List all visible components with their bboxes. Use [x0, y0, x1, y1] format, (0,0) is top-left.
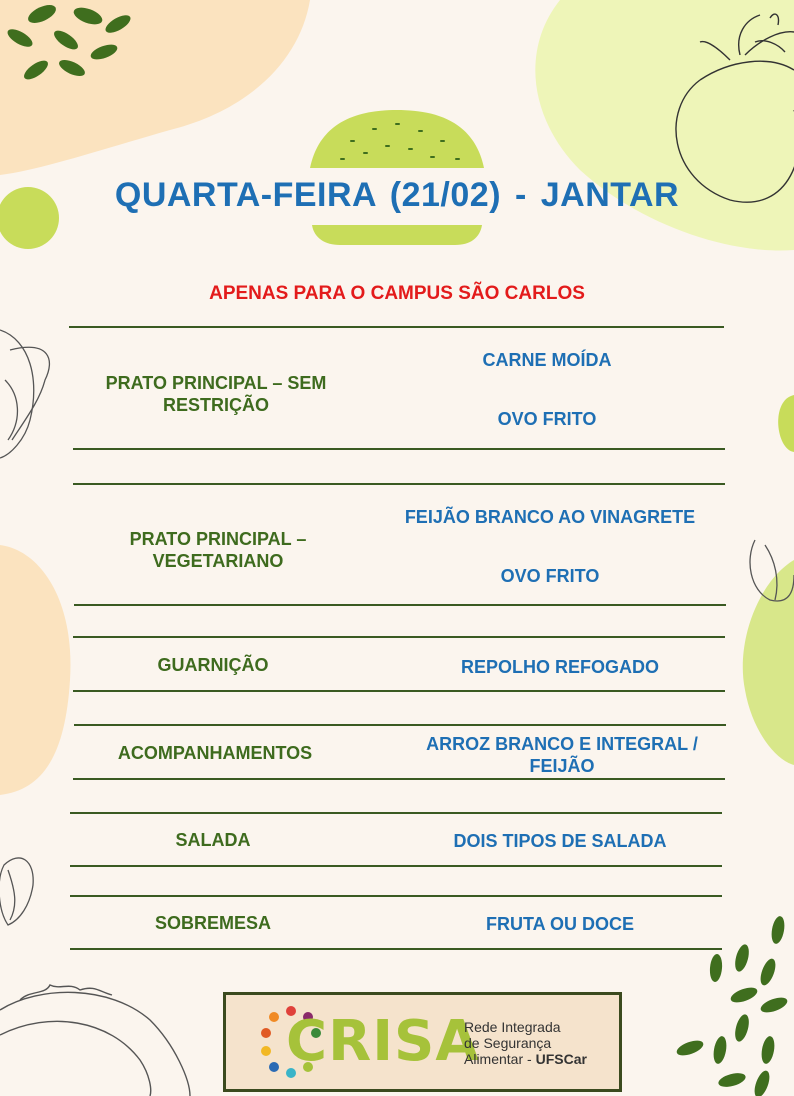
logo-line: Rede Integrada — [464, 1019, 561, 1035]
logo-wordmark: CRISA — [286, 1009, 480, 1074]
divider — [70, 948, 722, 950]
category-side-dish: GUARNIÇÃO — [157, 655, 269, 675]
category-salad: SALADA — [175, 830, 251, 850]
campus-notice: APENAS PARA O CAMPUS SÃO CARLOS — [209, 283, 585, 304]
divider — [70, 812, 722, 814]
divider — [73, 778, 725, 780]
divider — [69, 326, 724, 328]
menu-item: OVO FRITO — [497, 409, 597, 429]
divider — [74, 604, 726, 606]
divider — [70, 895, 722, 897]
category-dessert: SOBREMESA — [154, 913, 271, 933]
logo-line-text: Alimentar - — [464, 1051, 536, 1067]
divider — [73, 483, 725, 485]
divider — [73, 636, 725, 638]
logo-line-bold: UFSCar — [535, 1051, 587, 1067]
divider — [74, 724, 726, 726]
logo-subtitle — [464, 1019, 587, 1067]
menu-item: CARNE MOÍDA — [482, 350, 612, 370]
menu-item: DOIS TIPOS DE SALADA — [453, 831, 667, 851]
menu-item: FEIJÃO BRANCO AO VINAGRETE — [404, 507, 696, 527]
menu-item: REPOLHO REFOGADO — [460, 657, 659, 677]
page-title: QUARTA-FEIRA (21/02) - JANTAR — [114, 176, 680, 214]
category-main-vegetarian: PRATO PRINCIPAL – VEGETARIANO — [129, 529, 307, 571]
menu-item: OVO FRITO — [500, 566, 600, 586]
category-main-no-restriction: PRATO PRINCIPAL – SEM RESTRIÇÃO — [105, 373, 327, 415]
logo-line — [464, 1051, 587, 1067]
divider — [73, 448, 725, 450]
category-accompaniments: ACOMPANHAMENTOS — [117, 743, 313, 763]
divider — [70, 865, 722, 867]
menu-item: FRUTA OU DOCE — [486, 914, 634, 934]
menu-item: ARROZ BRANCO E INTEGRAL / FEIJÃO — [426, 734, 698, 776]
logo-line: de Segurança — [464, 1035, 552, 1051]
crisa-logo — [223, 992, 622, 1092]
divider — [73, 690, 725, 692]
